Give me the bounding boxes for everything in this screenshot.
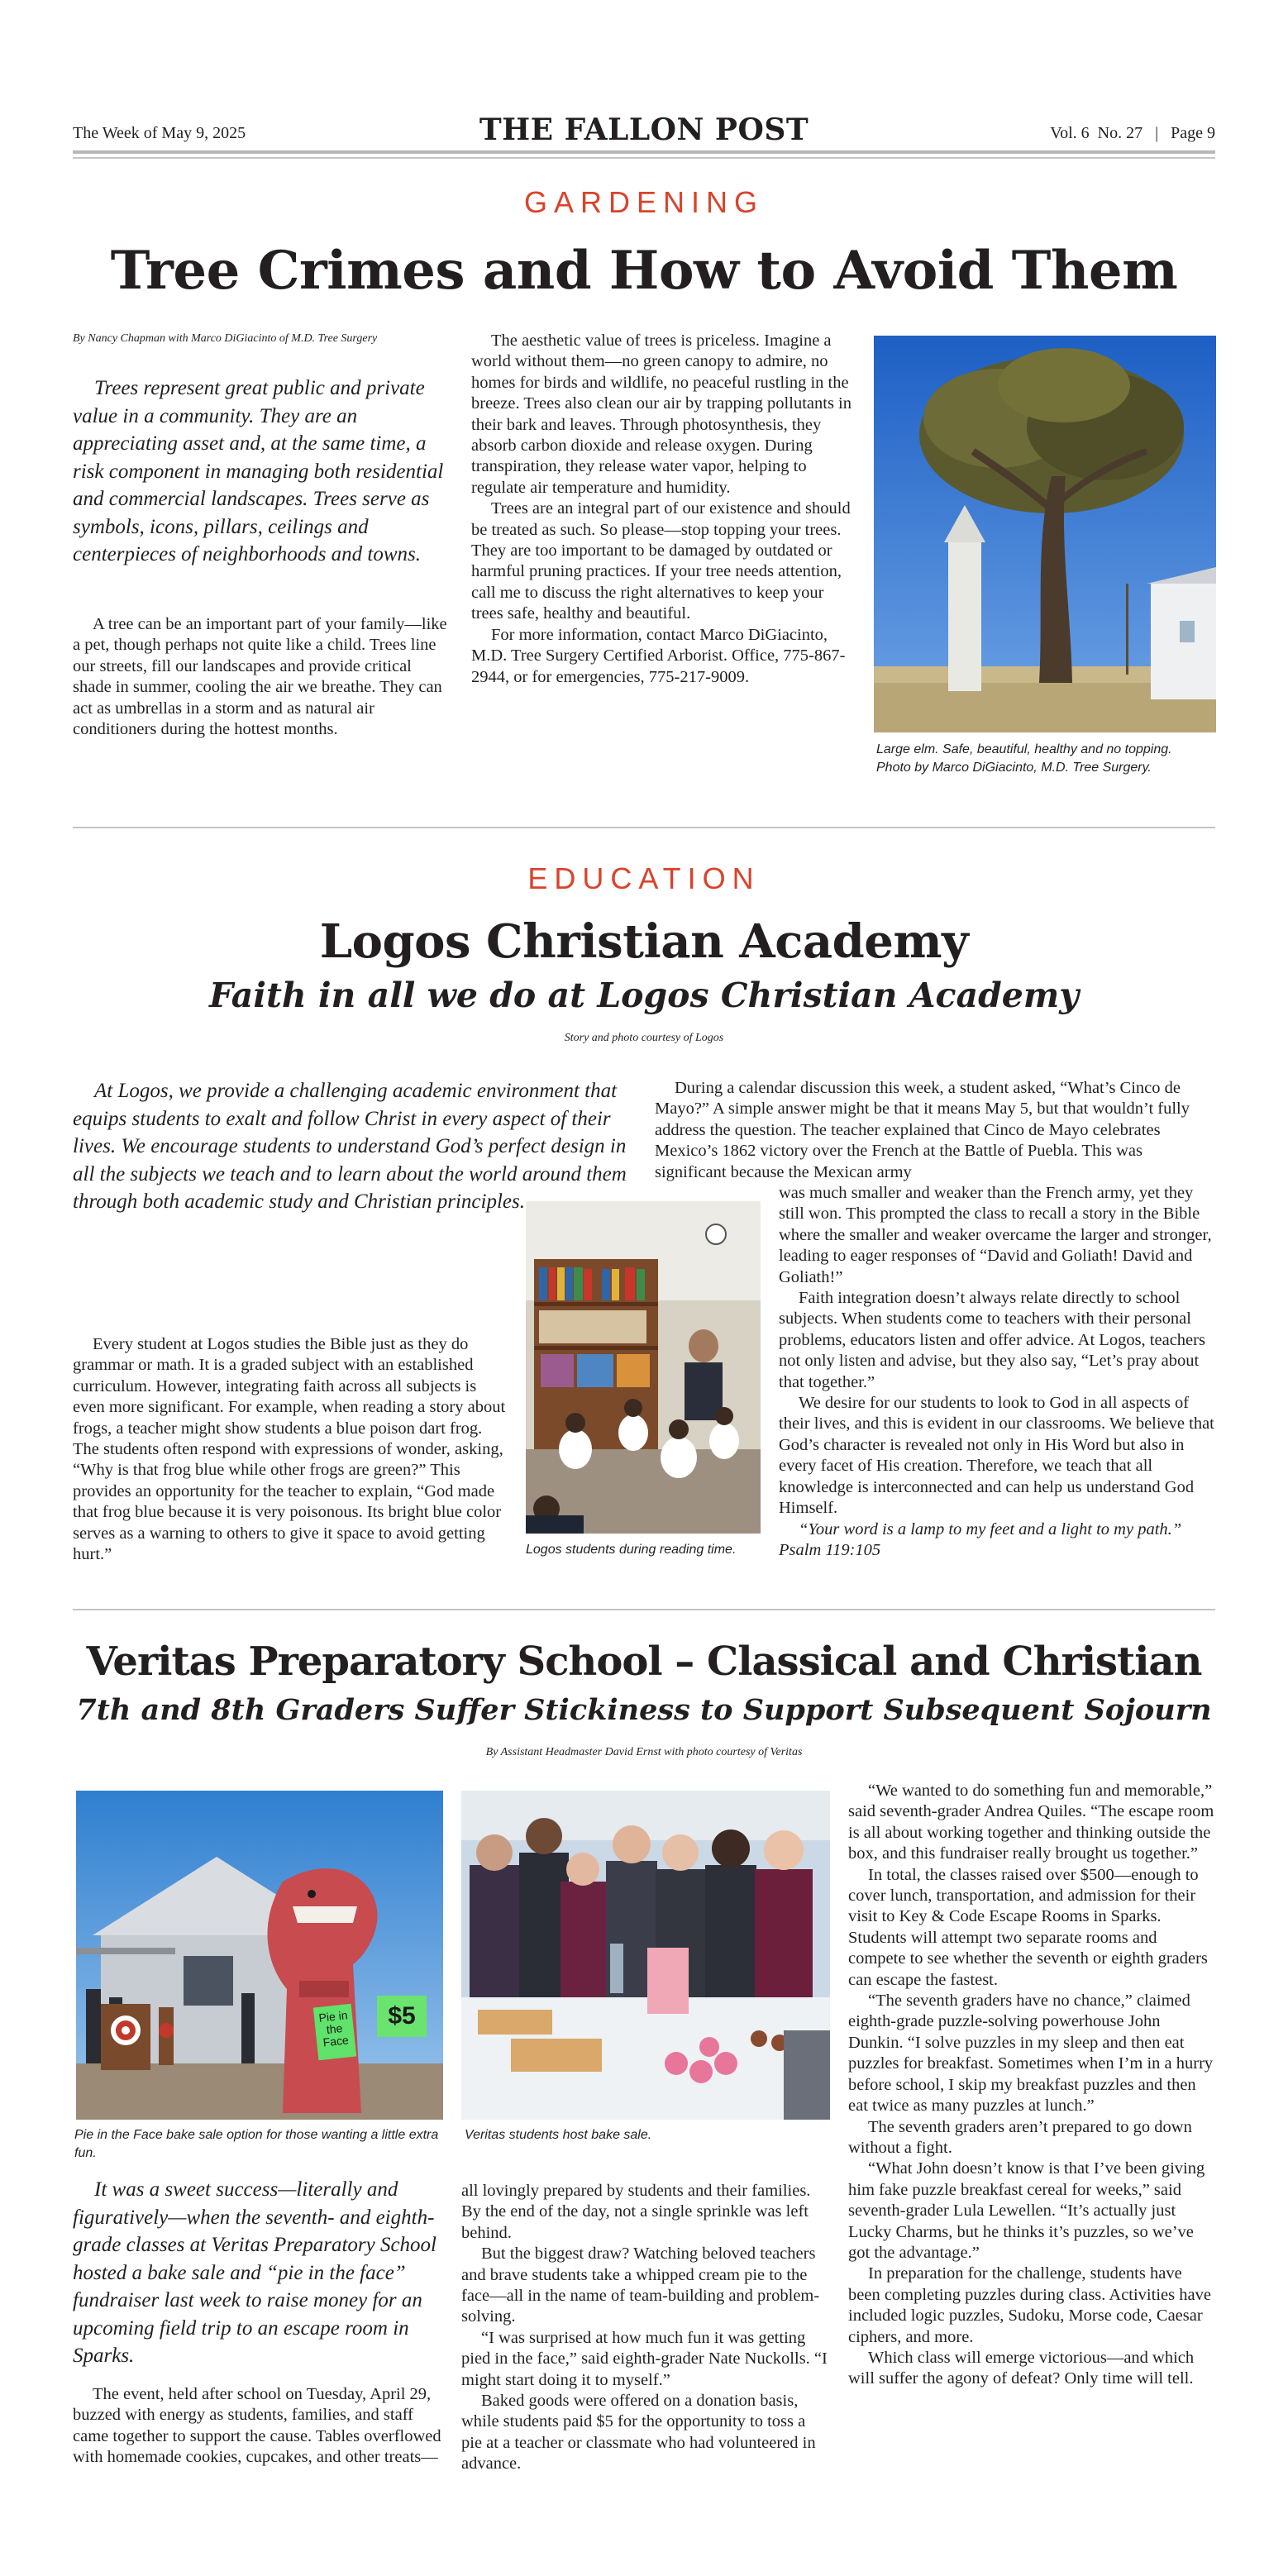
veritas-col2-p1: all lovingly prepared by students and their families. By the end of the day, not a single sprinkle was left behind. — [461, 2182, 811, 2242]
masthead-rule-thin — [73, 157, 1215, 159]
pie-face-photo — [76, 1791, 443, 2120]
veritas-col2-p4: Baked goods were offered on a donation basis, while students paid $5 for the opportunity to toss a pie at a teacher or classmate who had volunteered in advance. — [461, 2392, 816, 2473]
veritas-col3-p7: Which class will emerge victorious—and which will suffer the agony of defeat? Only time will tell. — [848, 2348, 1195, 2388]
masthead-rule — [73, 150, 1215, 154]
veritas-col2-p2: But the biggest draw? Watching beloved teachers and brave students take a whipped cream pie to the face—all in the name of team-building and problem-solving. — [461, 2244, 820, 2326]
education-col2-top-text: During a calendar discussion this week, a student asked, “What’s Cinco de Mayo?” A simple answer might be that it means May 5, but that wouldn’t fully address the question. The teacher explained that Cinco de Mayo celebrates Mexico’s 1862 victory over the French at the Battle of Puebla. This was significant because the Mexican army — [655, 1079, 1190, 1181]
elm-tree-photo — [874, 336, 1216, 732]
veritas-col3-p5: “What John doesn’t know is that I’ve been giving him fake puzzle breakfast cereal for weeks,” said seventh-grader Lula Lewellen. “It’s actually just Lucky Charms, but he thinks it’s puzzles, so we’ve got the advantage.” — [848, 2159, 1205, 2262]
veritas-col3-p3: “The seventh graders have no chance,” claimed eighth-grade puzzle-solving powerhouse John Dunkin. “I solve puzzles in my sleep and then eat puzzles for breakfast. Sometimes when I’m in a hurry before school, I skip my breakfast puzzles and then eat twice as many puzzles at lunch.” — [848, 1992, 1214, 2116]
gardening-col2-p3: For more information, contact Marco DiGiacinto, M.D. Tree Surgery Certified Arborist. Office, 775-867-2944, or for emergencies, 775-217-9009. — [471, 625, 846, 686]
gardening-col1-p1: A tree can be an important part of your family—like a pet, though perhaps not quite like a child. Trees line our streets, fill our landscapes and provide critical shade in summer, cooling the air we breathe. They can act as umbrellas in a storm and as natural air conditioners during the hottest months. — [73, 615, 447, 739]
education-bible-verse: “Your word is a lamp to my feet and a light to my path.” Psalm 119:105 — [779, 1519, 1182, 1559]
gardening-caption-line1: Large elm. Safe, beautiful, healthy and no topping. — [876, 742, 1172, 756]
price-sign: $5 — [377, 1996, 427, 2037]
veritas-col2-p3: “I was surprised at how much fun it was getting pied in the face,” said eighth-grader Nate Nuckolls. “I might start doing it to myself.” — [461, 2328, 828, 2389]
bake-sale-photo — [461, 1791, 830, 2120]
gardening-headline: Tree Crimes and How to Avoid Them — [110, 240, 1178, 302]
education-col2-p3: We desire for our students to look to God in all aspects of their lives, and this is evident in our classrooms. We believe that God’s character is revealed not only in His Word but also in every facet of His creation. Therefore, we teach that all knowledge is interconnected and can help us understand God Himself. — [779, 1394, 1214, 1518]
section-divider-1 — [73, 827, 1215, 828]
newspaper-title: THE FALLON POST — [479, 112, 809, 147]
volume-page-info: Vol. 6 No. 27 | Page 9 — [1050, 124, 1215, 142]
veritas-col3-p1: “We wanted to do something fun and memorable,” said seventh-grader Andrea Quiles. “The escape room is all about working together and thinking outside the box, and this fundraiser really brought us together.” — [848, 1782, 1214, 1863]
pie-in-face-sign: Pie in the Face — [313, 2004, 356, 2060]
veritas-col3-p2: In total, the classes raised over $500—enough to cover lunch, transportation, and admission for their visit to Key & Code Escape Rooms in Sparks. Students will attempt two separate rooms and compete to see whether the seventh or eighth graders can escape the fastest. — [848, 1865, 1208, 1989]
education-deck: Faith in all we do at Logos Christian Academy — [208, 976, 1080, 1015]
veritas-col3-p4: The seventh graders aren’t prepared to go down without a fight. — [848, 2117, 1192, 2157]
veritas-col1 — [73, 2384, 445, 2469]
veritas-col3 — [848, 1781, 1217, 2390]
education-photo-caption: Logos students during reading time. — [526, 1543, 737, 1557]
section-label-education: EDUCATION — [527, 861, 761, 895]
veritas-col3-p6: In preparation for the challenge, students have been completing puzzles during class. Activities have included logic puzzles, Sudoku, Morse code, Caesar ciphers, and more. — [848, 2264, 1211, 2346]
gardening-col2-p2: Trees are an integral part of our existence and should be treated as such. So please—stop topping your trees. They are too important to be damaged by outdated or harmful pruning practices. If your tree needs attention, call me to discuss the right alternatives to keep your trees safe, healthy and beautiful. — [471, 499, 851, 623]
gardening-col2-p1: The aesthetic value of trees is priceless. Imagine a world without them—no green canopy to admire, no homes for birds and wildlife, no peaceful rustling in the breeze. Trees also clean our air by trapping pollutants in their bark and leaves. Through photosynthesis, they absorb carbon dioxide and release oxygen. During transpiration, they release water vapor, helping to regulate air temperature and humidity. — [471, 332, 852, 497]
education-col2 — [779, 1183, 1215, 1561]
veritas-col2 — [461, 2181, 830, 2475]
reading-time-photo — [526, 1201, 761, 1534]
veritas-headline: Veritas Preparatory School – Classical and Christian — [86, 1639, 1202, 1685]
education-lead: At Logos, we provide a challenging academic environment that equips students to exalt and follow Christ in every aspect of their lives. We encourage students to understand God’s perfect design in all the subjects we teach and to learn about the world around them through both academic study and Christian principles. — [73, 1080, 627, 1213]
education-col2-p2: Faith integration doesn’t always relate directly to school subjects. When students come to teachers with their personal problems, educators listen and offer advice. At Logos, teachers not only listen and advise, but they also say, “Let’s pray about that together.” — [779, 1289, 1205, 1391]
section-divider-2 — [73, 1609, 1215, 1610]
gardening-col1 — [73, 614, 449, 740]
veritas-lead: It was a sweet success—literally and figuratively—when the seventh- and eighth-grade classes at Veritas Preparatory School hosted a bake sale and “pie in the face” fundraiser last week to raise money for an upcoming field trip to an escape room in Sparks. — [73, 2178, 437, 2367]
gardening-byline: By Nancy Chapman with Marco DiGiacinto of M.D. Tree Surgery — [73, 332, 378, 345]
gardening-col2 — [471, 331, 856, 688]
section-label-gardening: GARDENING — [523, 185, 765, 219]
education-col2-wrap: was much smaller and weaker than the French army, yet they still won. This prompted the class to recall a story in the Bible where the smaller and weaker overcame the larger and stronger, leading to eager responses of “David and Goliath! David and Goliath!” — [779, 1184, 1212, 1286]
education-col1 — [73, 1334, 507, 1565]
education-lead-top — [73, 1077, 635, 1216]
gardening-photo-caption — [876, 741, 1224, 777]
education-col1-p1: Every student at Logos studies the Bible just as they do grammar or math. It is a graded subject with an established curriculum. However, integrating faith across all subjects is even more significant. For example, when reading a story about frogs, a teacher might show students a blue poison dart frog. The students often respond with expressions of wonder, asking, “Why is that frog blue while other frogs are green?” This provides an opportunity for the teacher to explain, “God made that frog blue because it is very poisonous. Its bright blue color serves as a warning to others to give it space to avoid getting hurt.” — [73, 1335, 506, 1564]
education-headline: Logos Christian Academy — [319, 914, 969, 969]
education-byline: Story and photo courtesy of Logos — [564, 1032, 724, 1044]
gardening-caption-line2: Photo by Marco DiGiacinto, M.D. Tree Surgery. — [876, 761, 1152, 775]
veritas-photo2-caption: Veritas students host bake sale. — [465, 2128, 652, 2142]
issue-date: The Week of May 9, 2025 — [73, 124, 246, 142]
veritas-deck: 7th and 8th Graders Suffer Stickiness to Support Subsequent Sojourn — [76, 1693, 1212, 1727]
veritas-byline: By Assistant Headmaster David Ernst with photo courtesy of Veritas — [485, 1746, 803, 1758]
gardening-lead: Trees represent great public and private value in a community. They are an appreciating asset and, at the same time, a risk component in managing both residential and commercial landscapes. Trees serve as symbols, icons, pillars, ceilings and centerpieces of neighborhoods and towns. — [73, 377, 444, 565]
education-col2-top — [655, 1078, 1215, 1183]
veritas-photo1-caption: Pie in the Face bake sale option for those wanting a little extra fun. — [74, 2128, 439, 2160]
veritas-col1-p1: The event, held after school on Tuesday, April 29, buzzed with energy as students, families, and staff came together to support the cause. Tables overflowed with homemade cookies, cupcakes, and other treats— — [73, 2385, 441, 2467]
